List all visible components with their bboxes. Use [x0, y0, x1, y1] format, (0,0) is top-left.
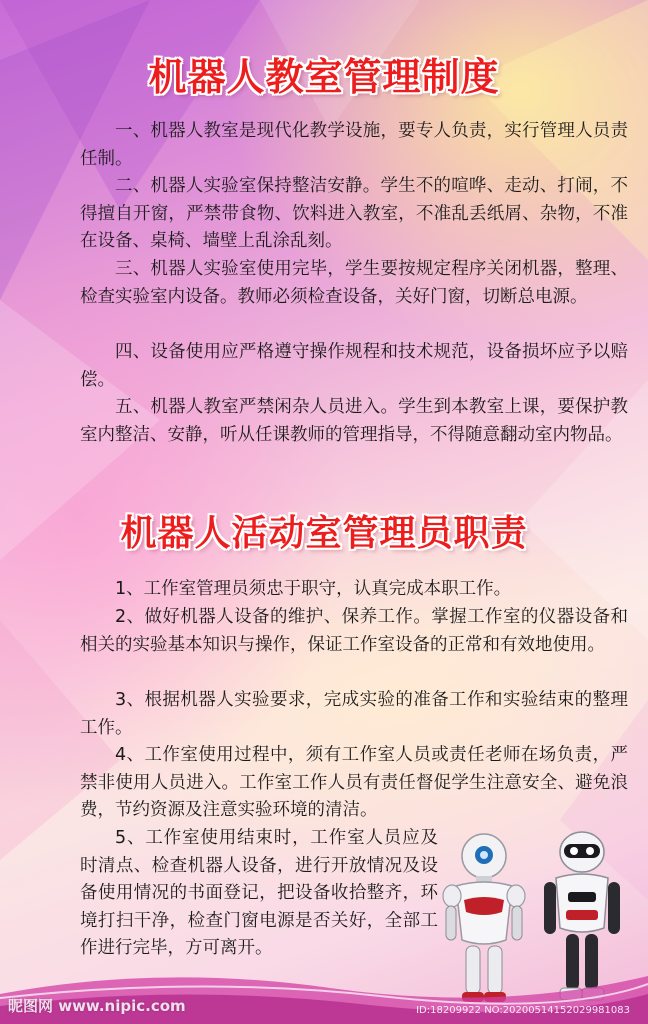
duty-item-5: 5、工作室使用结束时，工作室人员应及时清点、检查机器人设备，进行开放情况及设备使用情况的书面登记，把设备收拾整齐，环境打扫干净，检查门窗电源是否关好，全部工作进行完毕，方可离开。: [80, 828, 438, 958]
regulations-title: 机器人教室管理制度: [148, 55, 500, 99]
watermark-id: ID:18209922 NO:20200514152029981083: [416, 1005, 630, 1016]
duties-title: 机器人活动室管理员职责: [120, 513, 528, 554]
regulation-item-5: 五、机器人教室严禁闲杂人员进入。学生到本教室上课，要保护教室内整洁、安静，听从任课教师的管理指导，不得随意翻动室内物品。: [80, 397, 628, 445]
regulation-item-2: 二、机器人实验室保持整洁安静。学生不的喧哗、走动、打闹，不得擅自开窗，严禁带食物、饮料进入教室，不准乱丢纸屑、杂物，不准在设备、桌椅、墙壁上乱涂乱刻。: [80, 176, 628, 251]
regulation-item-4: 四、设备使用应严格遵守操作规程和技术规范，设备损坏应予以赔偿。: [80, 342, 628, 390]
watermark-site: 昵图网 www.nipic.com: [8, 997, 186, 1015]
duty-item-1: 1、工作室管理员须忠于职守，认真完成本职工作。: [115, 579, 512, 599]
duty-item-2: 2、做好机器人设备的维护、保养工作。掌握工作室的仪器设备和相关的实验基本知识与操作，保证工作室设备的正常和有效地使用。: [80, 607, 628, 655]
duty-item-3: 3、根据机器人实验要求，完成实验的准备工作和实验结束的整理工作。: [80, 690, 628, 738]
regulation-item-3: 三、机器人实验室使用完毕，学生要按规定程序关闭机器，整理、检查实验室内设备。教师必须检查设备，关好门窗，切断总电源。: [80, 259, 628, 307]
duty-item-4: 4、工作室使用过程中，须有工作室人员或责任老师在场负责，严禁非使用人员进入。工作室工作人员有责任督促学生注意安全、避免浪费，节约资源及注意实验环境的清洁。: [80, 745, 628, 820]
regulation-item-1: 一、机器人教室是现代化教学设施，要专人负责，实行管理人员责任制。: [80, 121, 628, 169]
